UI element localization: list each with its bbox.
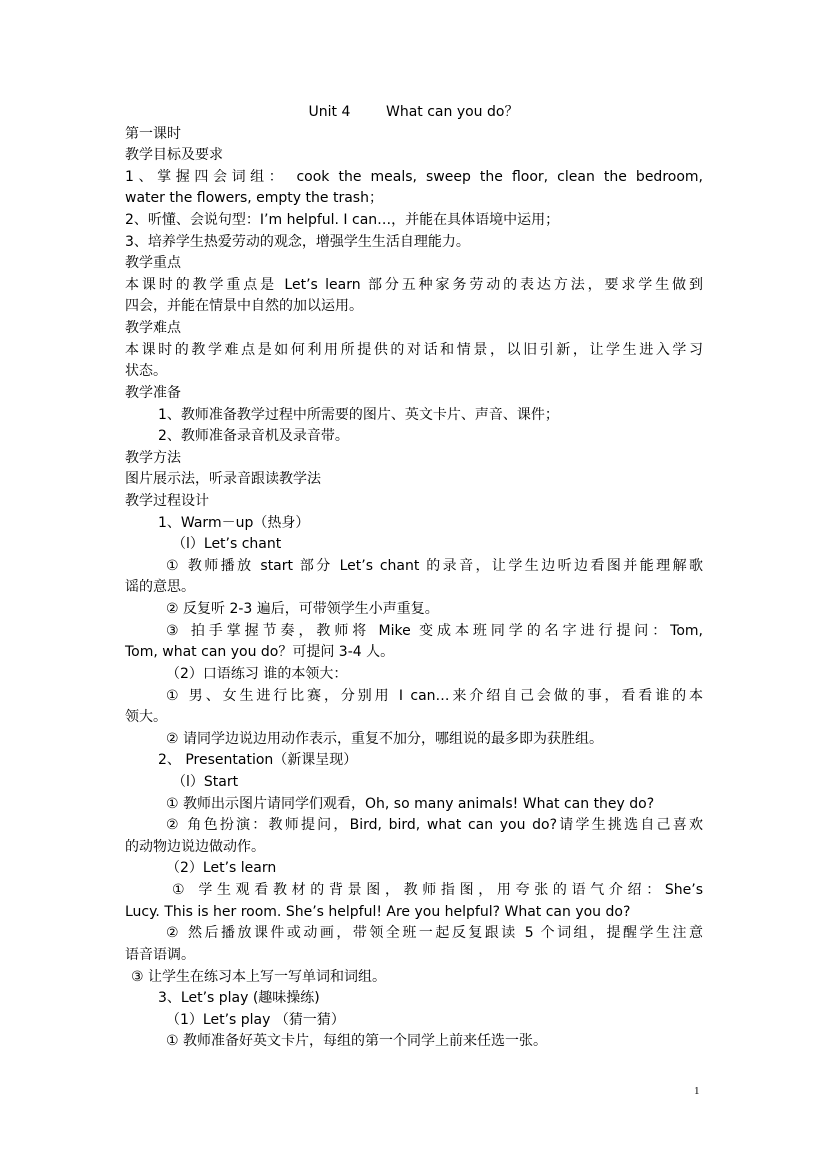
step-3-lets-play: 3、Let’s play (趣味操练): [158, 990, 320, 1006]
chant-item-3: ③ 拍手掌握节奏，教师将 Mike 变成本班同学的名字进行提问：Tom,: [166, 623, 703, 639]
start-item-1: ① 教师出示图片请同学们观看，Oh, so many animals! What can they do?: [166, 796, 655, 812]
sub-oral-practice: （2）口语练习 谁的本领大：: [166, 666, 348, 682]
heading-objectives: 教学目标及要求: [125, 147, 223, 163]
chant-item-3-cont: Tom, what can you do？可提问 3-4 人。: [125, 644, 395, 660]
oral-item-1-cont: 领大。: [125, 709, 167, 725]
start-item-2-cont: 的动物边说边做动作。: [125, 839, 265, 855]
key-points-text: 本课时的教学重点是 Let’s learn 部分五种家务劳动的表达方法，要求学生做到: [125, 277, 703, 293]
chant-item-1-cont: 谣的意思。: [125, 579, 195, 595]
guess-item-1: ① 教师准备好英文卡片，每组的第一个同学上前来任选一张。: [166, 1033, 547, 1049]
chant-item-2: ② 反复听 2-3 遍后，可带领学生小声重复。: [166, 601, 439, 617]
chant-item-1: ① 教师播放 start 部分 Let’s chant 的录音，让学生边听边看图并能理解歌: [166, 558, 703, 574]
learn-item-1: ① 学生观看教材的背景图，教师指图，用夸张的语气介绍：She’s: [172, 882, 703, 898]
sub-lets-learn: （2）Let’s learn: [166, 860, 277, 876]
methods-text: 图片展示法，听录音跟读教学法: [125, 471, 321, 487]
oral-item-2: ② 请同学边说边用动作表示，重复不加分，哪组说的最多即为获胜组。: [166, 731, 603, 747]
heading-process: 教学过程设计: [125, 493, 209, 509]
step-1-warm-up: 1、Warm－up（热身）: [158, 515, 310, 531]
page-number: 1: [694, 1085, 700, 1097]
step-2-presentation: 2、 Presentation（新课呈现）: [158, 752, 358, 768]
preparation-1: 1、教师准备教学过程中所需要的图片、英文卡片、声音、课件；: [158, 407, 559, 423]
heading-preparation: 教学准备: [125, 385, 181, 401]
objective-3: 3、培养学生热爱劳动的观念，增强学生生活自理能力。: [125, 234, 470, 250]
page-title: Unit 4 What can you do？: [308, 104, 519, 120]
objective-1-cont: water the flowers, empty the trash；: [125, 190, 383, 206]
learn-item-2: ② 然后播放课件或动画，带领全班一起反复跟读 5 个词组，提醒学生注意: [166, 925, 703, 941]
key-points-text-cont: 四会，并能在情景中自然的加以运用。: [125, 298, 363, 314]
preparation-2: 2、教师准备录音机及录音带。: [158, 428, 349, 444]
sub-lets-chant: （l）Let’s chant: [172, 536, 282, 552]
sub-guess: （1）Let’s play （猜一猜）: [166, 1012, 345, 1028]
difficulties-text-cont: 状态。: [125, 363, 167, 379]
objective-1: 1、掌握四会词组： cook the meals, sweep the floor, clean the bedroom,: [125, 169, 703, 185]
difficulties-text: 本课时的教学难点是如何利用所提供的对话和情景，以旧引新，让学生进入学习: [125, 342, 703, 358]
start-item-2: ② 角色扮演：教师提问，Bird, bird, what can you do?请学生挑选自己喜欢: [166, 817, 703, 833]
objective-2: 2、听懂、会说句型：I’m helpful. I can…，并能在具体语境中运用；: [125, 212, 560, 228]
learn-item-2-cont: 语音语调。: [125, 947, 195, 963]
heading-difficulties: 教学难点: [125, 320, 181, 336]
heading-key-points: 教学重点: [125, 255, 181, 271]
sub-start: （l）Start: [172, 774, 239, 790]
learn-item-1-cont: Lucy. This is her room. She’s helpful! Are you helpful? What can you do?: [125, 904, 631, 920]
section-lesson: 第一课时: [125, 126, 181, 142]
heading-methods: 教学方法: [125, 450, 181, 466]
oral-item-1: ① 男、女生进行比赛，分别用 I can…来介绍自己会做的事，看看谁的本: [166, 688, 703, 704]
learn-item-3: ③ 让学生在练习本上写一写单词和词组。: [131, 969, 386, 985]
